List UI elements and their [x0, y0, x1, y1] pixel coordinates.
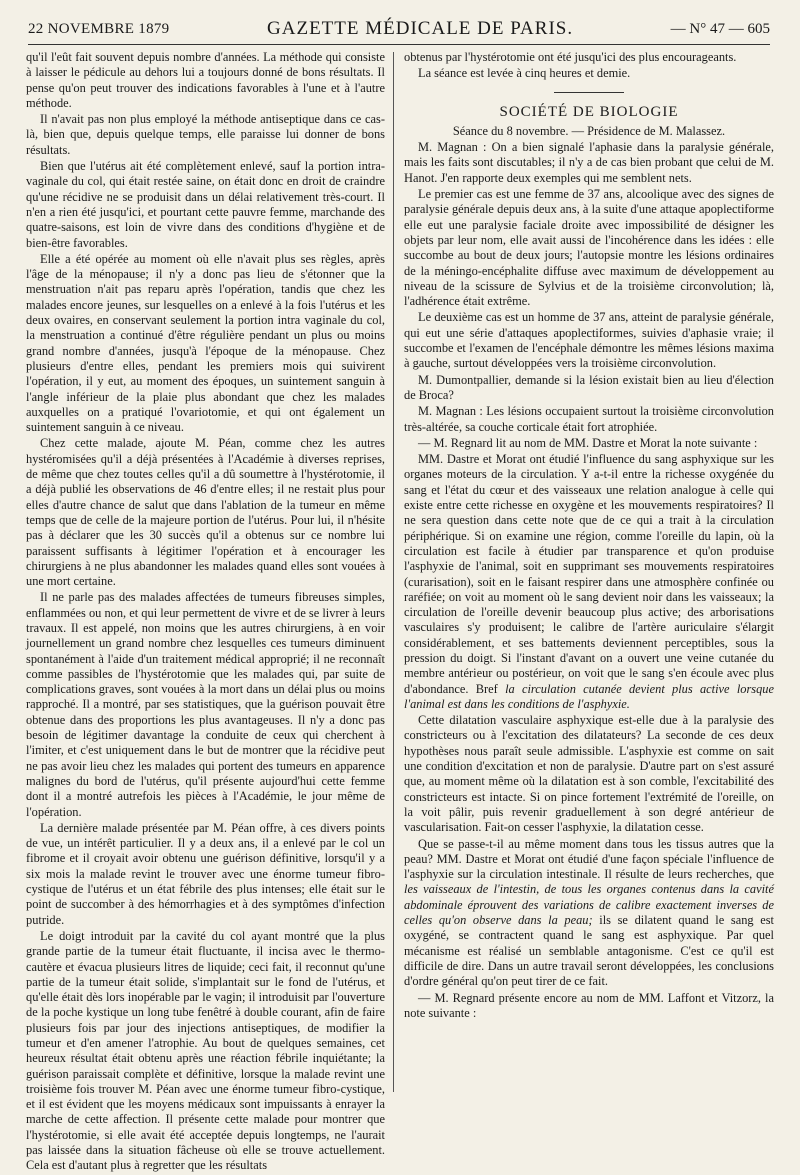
- paragraph: Le premier cas est une femme de 37 ans, alcoolique avec des signes de paralysie générale depuis deux ans, à la suite d'une attaque apoplectiforme elle eut une paralysie faciale droite avec impossibilité de désigner les objets par leur nom, elle avait aussi de l'incohérence dans les idées : elle succombe au bout de deux jours; l'autopsie montre les lésions ordinaires de la méningo-encéphalite diffuse avec maximum de développement au niveau de la scissure de Sylvius et de la troisième circonvolution; là, l'adhérence était extrême.: [404, 187, 774, 309]
- section-heading: SOCIÉTÉ DE BIOLOGIE: [499, 103, 679, 120]
- paragraph: Cette dilatation vasculaire asphyxique est-elle due à la paralysie des constricteurs ou à l'excitation des dilatateurs? La seconde de ces deux hypothèses nous paraît seule admissible. L'asphyxie est comme on sait une condition d'excitation et non de paralysie. D'autre part on s'est assuré que, au moment même où la dilatation est à son comble, l'excitabilité des constricteurs est intacte. Si on pince fortement l'extrémité de l'oreille, on la voit pâlir, puis revenir graduellement à son degré antérieur de vascularisation. Fait-on cesser l'asphyxie, la dilatation cesse.: [404, 713, 774, 835]
- paragraph: Il n'avait pas non plus employé la méthode antiseptique dans ce cas-là, bien que, depuis quelque temps, elle paraisse lui donner de bons résultats.: [26, 112, 385, 157]
- journal-title: GAZETTE MÉDICALE DE PARIS.: [267, 18, 574, 39]
- paragraph: Il ne parle pas des malades affectées de tumeurs fibreuses simples, enflammées ou non, et qui leur permettent de vivre et de se livrer à leurs travaux. Il est appelé, non moins que les autres chirurgiens, à en voir journellement un grand nombre chez lesquelles ces tumeurs diminuent spontanément à l'aide d'un traitement médical approprié; il ne reconnaît comme passibles de l'hystérotomie que les malades qui, par suite de complications graves, sont vouées à la mort dans un délai plus ou moins rapproché. Il a montré, par ses statistiques, que la guérison pouvait être obtenue dans des proportions les plus avantageuses. Il n'y a donc pas besoin de légitimer davantage la conduite de ceux qui cherchent à l'imiter, et c'est uniquement dans le but de montrer que la récidive peut ne pas avoir lieu chez les malades qui portent des tumeurs en apparence malignes du bord de l'utérus, qu'il présente aujourd'hui cette femme dont il a montré autrefois les pièces à l'Académie, le jour même de l'opération.: [26, 590, 385, 819]
- paragraph-text: MM. Dastre et Morat ont étudié l'influence du sang asphyxique sur les organes moteurs de la circulation. Y a-t-il entre la richesse oxygénée du sang et l'état du cœur et des vaisseaux une relation analogue à celle qui existe entre cette richesse en oxygène et les mouvements respiratoires? Il ne sera question dans cette note que de ce qui a trait à la circulation périphérique. Si on examine une région, comme l'oreille du lapin, où la circulation est facile à étudier par transparence et qu'on produise l'asphyxie de l'animal, soit en supprimant ses mouvements respiratoires (curarisation), soit en le faisant respirer dans une atmosphère confinée ou raréfiée; on voit au moment où le sang devient noir dans les vaisseaux; la circulation de l'oreille devenir beaucoup plus active; des arborisations vasculaires s'y produisent; le calibre de l'artère auriculaire s'élargit considérablement, et ses battements deviennent perceptibles, sous la pression du doigt. Si l'instant d'avant on a ouvert une veine cutanée du membre antérieur ou postérieur, on voit que le sang s'en écoule avec plus d'abondance. Bref: [404, 452, 774, 696]
- paragraph: Bien que l'utérus ait été complètement enlevé, sauf la portion intra-vaginale du col, qui était restée saine, on était donc en droit de craindre qu'une récidive ne se produisit dans un délai relativement très-court. Il n'en a rien été jusqu'ici, et pourtant cette pauvre femme, marchande des quatre-saisons, est loin de vivre dans des conditions d'hygiène et de bien-être favorables.: [26, 159, 385, 250]
- paragraph: M. Magnan : Les lésions occupaient surtout la troisième circonvolution très-altérée, sa couche corticale était fort atrophiée.: [404, 404, 774, 434]
- column-divider: [393, 52, 394, 1092]
- paragraph: qu'il l'eût fait souvent depuis nombre d'années. La méthode qui consiste à laisser le pédicule au dehors lui a toujours donné de bons résultats. Il pense qu'on peut trouver des indications favorables à l'une et à l'autre méthode.: [26, 50, 385, 110]
- paragraph: — M. Regnard présente encore au nom de MM. Laffont et Vitzorz, la note suivante :: [404, 990, 774, 1020]
- paragraph: [404, 837, 774, 990]
- paragraph: La dernière malade présentée par M. Péan offre, à ces divers points de vue, un intérêt particulier. Il y a deux ans, il a enlevé par le col un fibrome et il croyait avoir obtenu une guérison définitive, lorsqu'il y a six mois la malade revint le trouver avec une énorme tumeur fibro-cystique de l'utérus et un état fébrile des plus intenses; elle était sur le point de succomber à des hémorrhagies et à des symptômes d'infection putride.: [26, 820, 385, 927]
- emphasis-text: les vaisseaux de l'intestin, de tous les organes contenus dans la cavité abdominale éprouvent des variations de calibre exactement inverses de celles qu'on observe dans la peau;: [404, 882, 774, 928]
- section-separator: [554, 92, 624, 93]
- session-line: Séance du 8 novembre. — Présidence de M. Malassez.: [452, 123, 726, 138]
- paragraph: [404, 452, 774, 712]
- page-header: [28, 14, 770, 45]
- paragraph: obtenus par l'hystérotomie ont été jusqu'ici des plus encourageants.: [404, 50, 737, 64]
- paragraph: Chez cette malade, ajoute M. Péan, comme chez les autres hystéromisées qu'il a déjà présentées à l'Académie à diverses reprises, de même que chez toutes celles qu'il a dû soumettre à l'hystérotomie, il a déjà publié les observations de 46 d'entre elles; il ne restait plus pour elles d'autre chance de salut que dans l'ablation de la tumeur en même temps que de celle de la majeure portion de l'utérus. Pour lui, il n'hésite pas à déclarer que les 30 succès qu'il a obtenus sur ce nombre lui paraissent suffisants à légitimer l'opération et à encourager les chirurgiens à ne plus abandonner les malades quand elles sont vouées à une mort certaine.: [26, 436, 385, 589]
- paragraph: Le deuxième cas est un homme de 37 ans, atteint de paralysie générale, qui eut une série d'attaques apoplectiformes, suivies d'aphasie vraie; il succombe et l'examen de l'encéphale démontre les mêmes lésions maxima à gauche, surtout développées vers la troisième circonvolution.: [404, 310, 774, 371]
- left-column: [26, 50, 385, 1175]
- paragraph: M. Dumontpallier, demande si la lésion existait bien au lieu d'élection de Broca?: [404, 372, 774, 402]
- issue-date: 22 NOVEMBRE 1879: [28, 20, 170, 37]
- paragraph-text: ils se dilatent quand le sang est oxygéné, se contractent quand le sang est asphyxique. Par quel mécanisme est réalisé un semblable antagonisme. C'est ce qu'il est difficile de dire. Dans un autre travail seront développées, les conclusions d'ordre général qu'on peut tirer de ce fait.: [404, 913, 774, 989]
- emphasis-text: la circulation cutanée devient plus active lorsque l'animal est dans les conditions de l'asphyxie.: [404, 681, 774, 711]
- paragraph: — M. Regnard lit au nom de MM. Dastre et Morat la note suivante :: [418, 435, 758, 450]
- paragraph: La séance est levée à cinq heures et demie.: [418, 66, 631, 81]
- paragraph: Le doigt introduit par la cavité du col ayant montré que la plus grande partie de la tumeur était fluctuante, il incisa avec le thermo-cautère et évacua plusieurs litres de liquide; ceci fait, il reconnut qu'une partie de la tumeur était solide, s'implantait sur le fond de l'utérus, et qu'elle était dès lors inopérable par le vagin; il introduisit par l'ouverture de la poche kystique un long tube fenêtré à double courant, afin de faire plusieurs fois par jour des injections antiseptiques, de modifier la tumeur et d'en amener l'atrophie. Au bout de quelques semaines, cet heureux résultat était obtenu après une réaction fébrile inquiétante; la guérison paraissait complète et définitive, lorsque la malade revint une troisième fois trouver M. Péan avec une énorme tumeur fibro-cystique, et il est évident que les moyens médicaux sont impuissants à enrayer la marche de cette affection. Il présente cette malade pour montrer que l'hystérotomie, si elle avait été acceptée depuis longtemps, ne l'aurait pas laissée dans la situation fâcheuse où elle se trouve actuellement. Cela est d'autant plus à regretter que les résultats: [26, 928, 385, 1173]
- right-column: [404, 50, 774, 1022]
- paragraph-text: Que se passe-t-il au même moment dans tous les tissus autres que la peau? MM. Dastre et Morat ont étudié d'une façon spéciale l'influence de l'asphyxie sur la circulation intestinale. Il résulte de leurs recherches, que: [404, 836, 774, 882]
- page-number: — N° 47 — 605: [670, 20, 770, 37]
- paragraph: Elle a été opérée au moment où elle n'avait plus ses règles, après l'âge de la ménopause; il n'y a donc pas lieu de s'étonner que la menstruation n'ait pas reparu après l'opération, tandis que chez les malades encore jeunes, sur lesquelles on a enlevé à la fois l'utérus et les deux ovaires, en conservant seulement la portion intra vaginale du col, la menstruation a continué d'être régulière pendant un plus ou moins grand nombre d'années, jusqu'à l'époque de la ménopause. Chez plusieurs d'entre elles, pendant les premiers mois qui suivirent l'opération, il y eut, au moment des époques, un suintement sanguin à l'angle inférieur de la plaie plus abondant que chez les malades auxquelles on a pratiqué l'ovariotomie, et qui ont également un suintement sanguin à ce niveau.: [26, 251, 385, 435]
- paragraph: M. Magnan : On a bien signalé l'aphasie dans la paralysie générale, mais les faits sont discutables; il n'y a de cas bien probant que celui de M. Hanot. J'en rapporte deux exemples qui me semblent nets.: [404, 140, 774, 185]
